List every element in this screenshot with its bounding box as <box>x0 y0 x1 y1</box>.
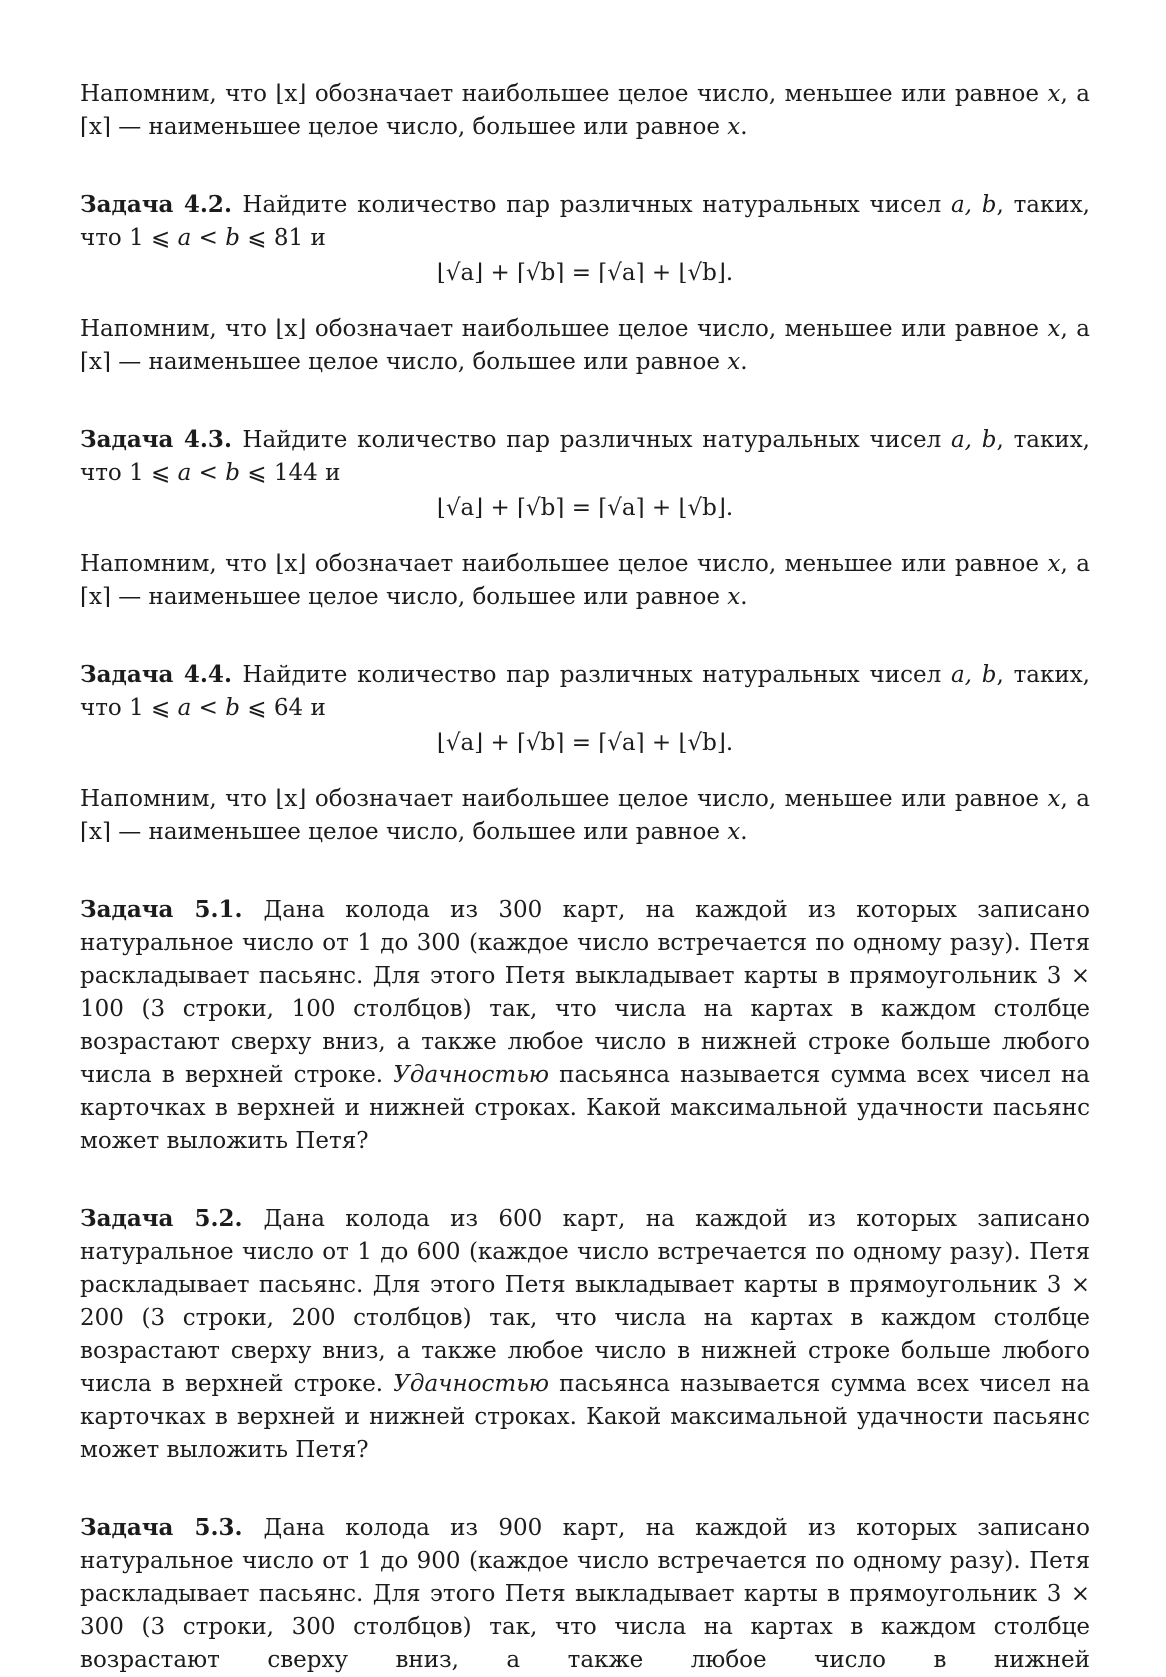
floor-ceil-equation: ⌊√a⌋ + ⌈√b⌉ = ⌈√a⌉ + ⌊√b⌋. <box>436 730 734 756</box>
problem-5-3: Задача 5.3. Дана колода из 900 карт, на каждой из которых записано натуральное число от 1 до 900 (каждое число встречается по одному разу). Петя раскладывает пасьянс. Для этого Петя выкладывает карты в прямоугольник 3 × 300 (3 строки, 300 столбцов) так, что числа на картах в каждом столбце возрастают сверху вниз, а также любое число в нижней <box>80 1514 1090 1673</box>
problem-label: Задача 4.4. <box>80 661 232 688</box>
problem-statement: Задача 4.2. Найдите количество пар различных натуральных чисел a, b, таких, что 1 ⩽ a < b ⩽ 81 и <box>80 191 1090 251</box>
problem-label: Задача 4.2. <box>80 191 232 218</box>
problem-4-4 <box>80 658 1090 849</box>
floor-ceil-reminder: Напомним, что ⌊x⌋ обозначает наибольшее целое число, меньшее или равное x, а ⌈x⌉ — наименьшее целое число, большее или равное x. <box>80 551 1090 610</box>
problem-4-3 <box>80 423 1090 614</box>
problem-5-2: Задача 5.2. Дана колода из 600 карт, на каждой из которых записано натуральное число от 1 до 600 (каждое число встречается по одному разу). Петя раскладывает пасьянс. Для этого Петя выкладывает карты в прямоугольник 3 × 200 (3 строки, 200 столбцов) так, что числа на картах в каждом столбце возрастают сверху вниз, а также любое число в нижней строке больше любого числа в верхней строке. Удачностью пасьянса называется сумма всех чисел на карточках в верхней и нижней строках. Какой максимальной удачности пасьянс может выложить Петя? <box>80 1205 1090 1463</box>
floor-ceil-equation: ⌊√a⌋ + ⌈√b⌉ = ⌈√a⌉ + ⌊√b⌋. <box>436 495 734 521</box>
floor-ceil-reminder: Напомним, что ⌊x⌋ обозначает наибольшее целое число, меньшее или равное x, а ⌈x⌉ — наименьшее целое число, большее или равное x. <box>80 786 1090 845</box>
problem-5-1: Задача 5.1. Дана колода из 300 карт, на каждой из которых записано натуральное число от 1 до 300 (каждое число встречается по одному разу). Петя раскладывает пасьянс. Для этого Петя выкладывает карты в прямоугольник 3 × 100 (3 строки, 100 столбцов) так, что числа на картах в каждом столбце возрастают сверху вниз, а также любое число в нижней строке больше любого числа в верхней строке. Удачностью пасьянса называется сумма всех чисел на карточках в верхней и нижней строках. Какой максимальной удачности пасьянс может выложить Петя? <box>80 896 1090 1154</box>
floor-ceil-reminder: Напомним, что ⌊x⌋ обозначает наибольшее целое число, меньшее или равное x, а ⌈x⌉ — наименьшее целое число, большее или равное x. <box>80 316 1090 375</box>
problem-label: Задача 5.3. <box>80 1514 243 1541</box>
problem-statement: Задача 4.4. Найдите количество пар различных натуральных чисел a, b, таких, что 1 ⩽ a < b ⩽ 64 и <box>80 661 1090 721</box>
problem-label: Задача 5.2. <box>80 1205 243 1232</box>
floor-ceil-equation: ⌊√a⌋ + ⌈√b⌉ = ⌈√a⌉ + ⌊√b⌋. <box>436 260 734 286</box>
problem-label: Задача 4.3. <box>80 426 232 453</box>
problem-4-2 <box>80 188 1090 379</box>
problem-statement: Задача 4.3. Найдите количество пар различных натуральных чисел a, b, таких, что 1 ⩽ a < b ⩽ 144 и <box>80 426 1090 486</box>
floor-ceil-reminder: Напомним, что ⌊x⌋ обозначает наибольшее целое число, меньшее или равное x, а ⌈x⌉ — наименьшее целое число, большее или равное x. <box>80 81 1090 140</box>
problem-label: Задача 5.1. <box>80 896 243 923</box>
